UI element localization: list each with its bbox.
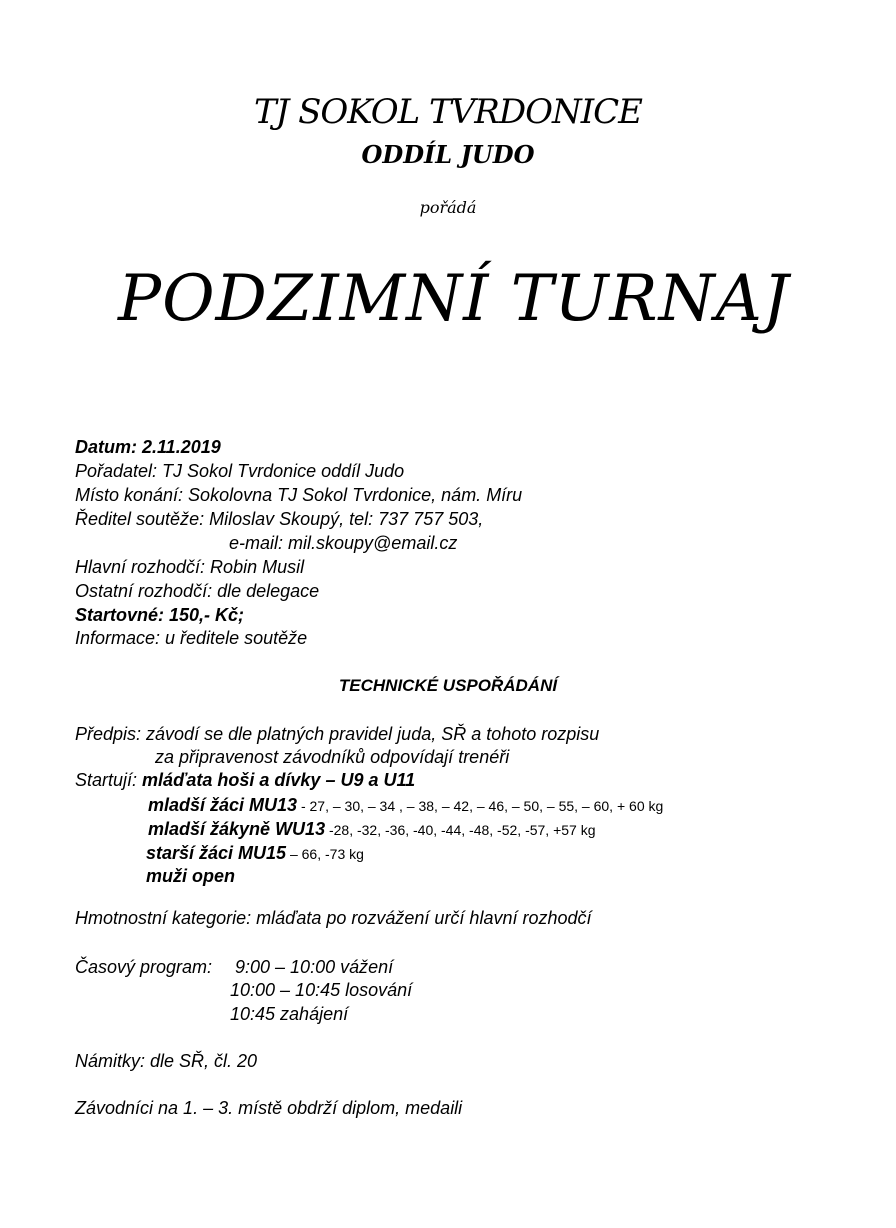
- section-name: ODDÍL JUDO: [361, 140, 535, 169]
- info-venue: Místo konání: Sokolovna TJ Sokol Tvrdonice, nám. Míru: [75, 485, 523, 505]
- category-weights: – 66, -73 kg: [286, 846, 364, 862]
- category-name: starší žáci MU15: [146, 843, 287, 863]
- rules-line-1: Předpis: závodí se dle platných pravidel juda, SŘ a tohoto rozpisu: [75, 724, 600, 744]
- weight-categories: Hmotnostní kategorie: mláďata po rozvážení určí hlavní rozhodčí: [75, 908, 592, 928]
- awards: Závodníci na 1. – 3. místě obdrží diplom, medaili: [75, 1098, 463, 1118]
- schedule-item: 10:00 – 10:45 losování: [230, 980, 413, 1000]
- category-weights: - 27, – 30, – 34 , – 38, – 42, – 46, – 50, – 55, – 60, + 60 kg: [297, 798, 664, 814]
- presents-label: pořádá: [419, 198, 477, 217]
- category-row: [148, 795, 663, 816]
- info-information: Informace: u ředitele soutěže: [75, 628, 308, 648]
- info-other-referees: Ostatní rozhodčí: dle delegace: [75, 581, 320, 601]
- schedule-item: 9:00 – 10:00 vážení: [235, 957, 394, 977]
- start-first-category: mláďata hoši a dívky – U9 a U11: [142, 770, 416, 790]
- category-name: mladší žákyně WU13: [148, 819, 326, 839]
- event-title: PODZIMNÍ TURNAJ: [118, 262, 790, 336]
- category-row: [146, 843, 364, 864]
- category-name: mladší žáci MU13: [148, 795, 298, 815]
- schedule-item: 10:45 zahájení: [230, 1004, 349, 1024]
- category-row: [148, 819, 596, 840]
- start-line: [75, 770, 415, 791]
- info-fee: Startovné: 150,- Kč;: [75, 605, 245, 625]
- category-name: muži open: [146, 866, 235, 886]
- category-row: [146, 866, 235, 887]
- objections: Námitky: dle SŘ, čl. 20: [75, 1051, 258, 1071]
- schedule-label: Časový program:: [75, 957, 213, 977]
- category-weights: -28, -32, -36, -40, -44, -48, -52, -57, +57 kg: [325, 822, 596, 838]
- start-label: Startují:: [75, 770, 138, 790]
- technical-heading: TECHNICKÉ USPOŘÁDÁNÍ: [338, 676, 558, 695]
- info-organizer: Pořadatel: TJ Sokol Tvrdonice oddíl Judo: [75, 461, 405, 481]
- rules-line-2: za připravenost závodníků odpovídají trenéři: [155, 747, 510, 767]
- info-date: Datum: 2.11.2019: [75, 437, 221, 457]
- org-name: TJ SOKOL TVRDONICE: [253, 92, 642, 132]
- info-director: Ředitel soutěže: Miloslav Skoupý, tel: 737 757 503,: [75, 509, 484, 529]
- info-director-email: e-mail: mil.skoupy@email.cz: [229, 533, 458, 553]
- info-head-referee: Hlavní rozhodčí: Robin Musil: [75, 557, 305, 577]
